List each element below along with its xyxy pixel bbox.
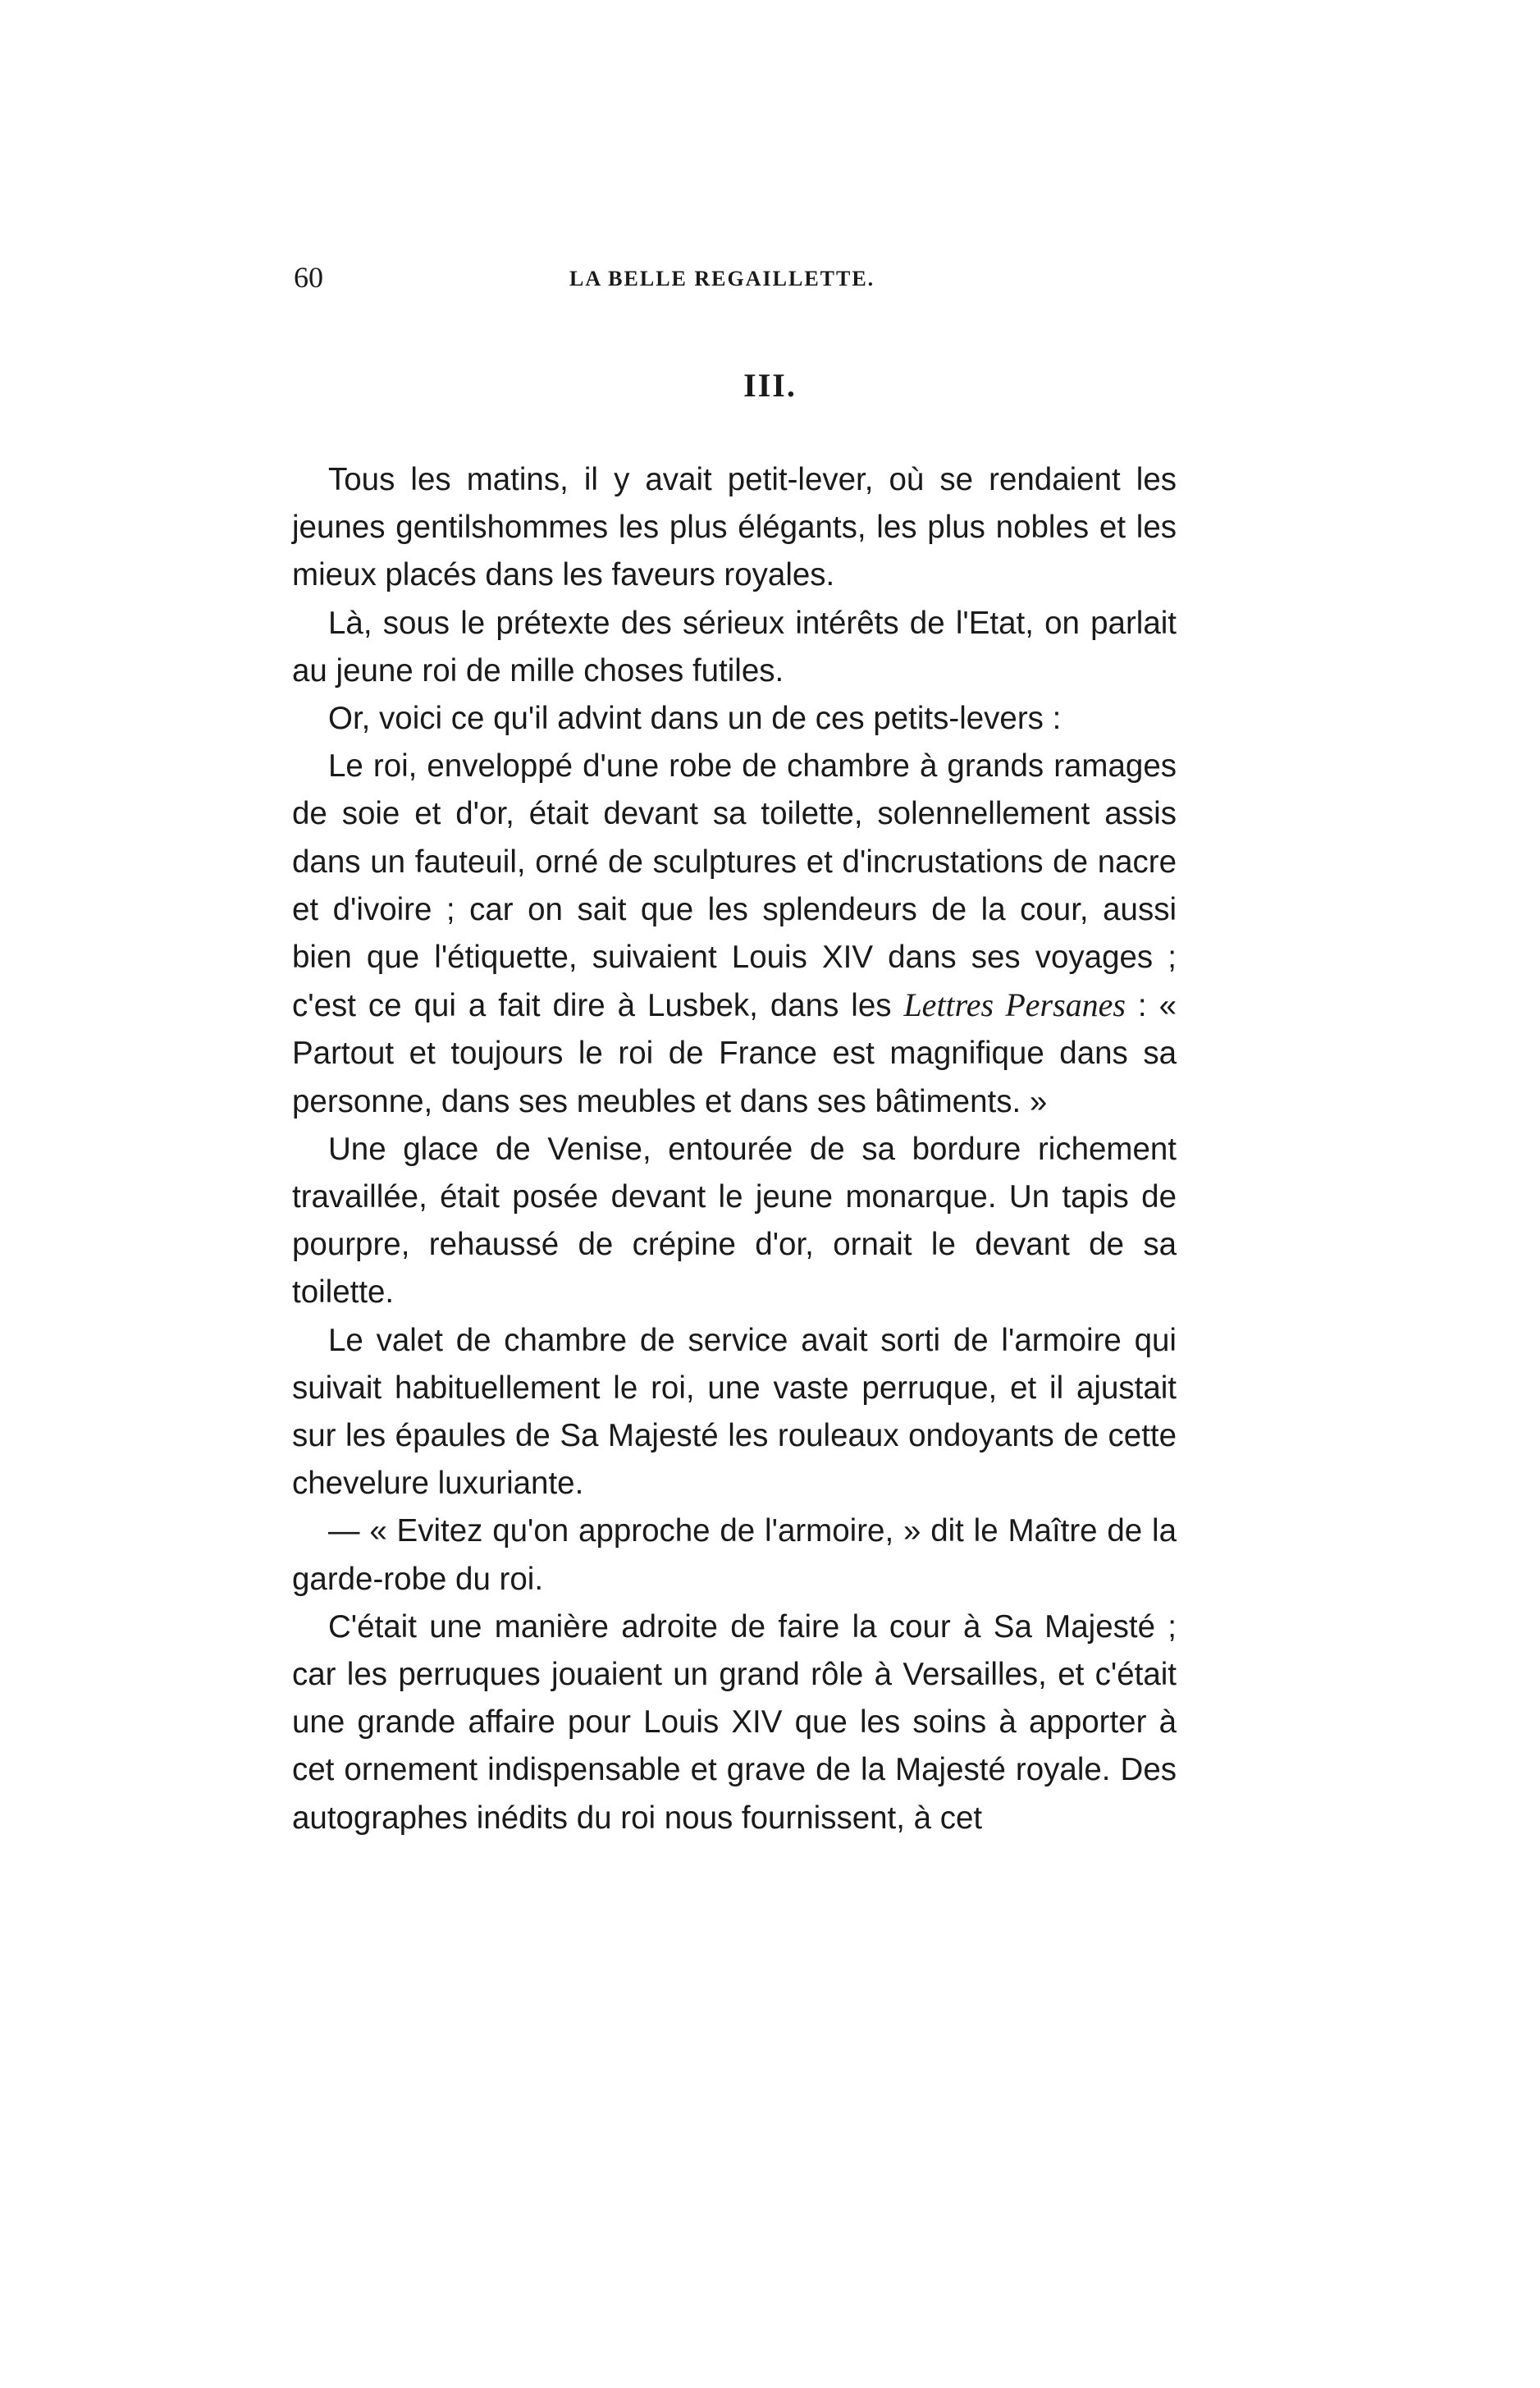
paragraph: C'était une manière adroite de faire la cour à Sa Majesté ; car les perruques jouaient un grand rôle à Versailles, et c'était une grande affaire pour Louis XIV que les soins à apporter à cet ornement indispensable et grave de la Majesté royale. Des autographes inédits du roi nous fournissent, à cet [292, 1608, 1177, 1836]
book-title-italic: Lettres Persanes [903, 986, 1126, 1024]
paragraph [292, 743, 1177, 1126]
paragraph: Là, sous le prétexte des sérieux intérêts de l'Etat, on parlait au jeune roi de mille choses futiles. [292, 605, 1177, 688]
paragraph: Le valet de chambre de service avait sorti de l'armoire qui suivait habituellement le roi, une vaste perruque, et il ajustait sur les épaules de Sa Majesté les rouleaux ondoyants de cette chevelure luxuriante. [292, 1322, 1177, 1502]
paragraph-text: Le roi, enveloppé d'une robe de chambre à grands ramages de soie et d'or, était devant sa toilette, solennellement assis dans un fauteuil, orné de sculptures et d'incrustations de nacre et d'ivoire ; car on sait que les splendeurs de la cour, aussi bien que l'étiquette, suivaient Louis XIV dans ses voyages ; c'est ce qui a fait dire à Lusbek, dans les [292, 748, 1177, 1024]
running-title: LA BELLE REGAILLETTE. [569, 267, 875, 290]
paragraph: — « Evitez qu'on approche de l'armoire, » dit le Maître de la garde-robe du roi. [292, 1513, 1177, 1597]
page-number: 60 [294, 261, 323, 294]
body-text [292, 456, 1177, 1842]
running-head [294, 259, 1180, 295]
paragraph: Tous les matins, il y avait petit-lever, où se rendaient les jeunes gentilshommes les plus élégants, les plus nobles et les mieux placés dans les faveurs royales. [292, 462, 1177, 593]
paragraph: Or, voici ce qu'il advint dans un de ces petits-levers : [328, 701, 1062, 737]
paragraph-text: : « Partout et toujours le roi de France est magnifique dans sa personne, dans ses meubles et dans ses bâtiments. » [292, 988, 1177, 1119]
chapter-heading: III. [743, 367, 797, 404]
paragraph: Une glace de Venise, entourée de sa bordure richement travaillée, était posée devant le jeune monarque. Un tapis de pourpre, rehaussé de crépine d'or, ornait le devant de sa toilette. [292, 1131, 1177, 1311]
